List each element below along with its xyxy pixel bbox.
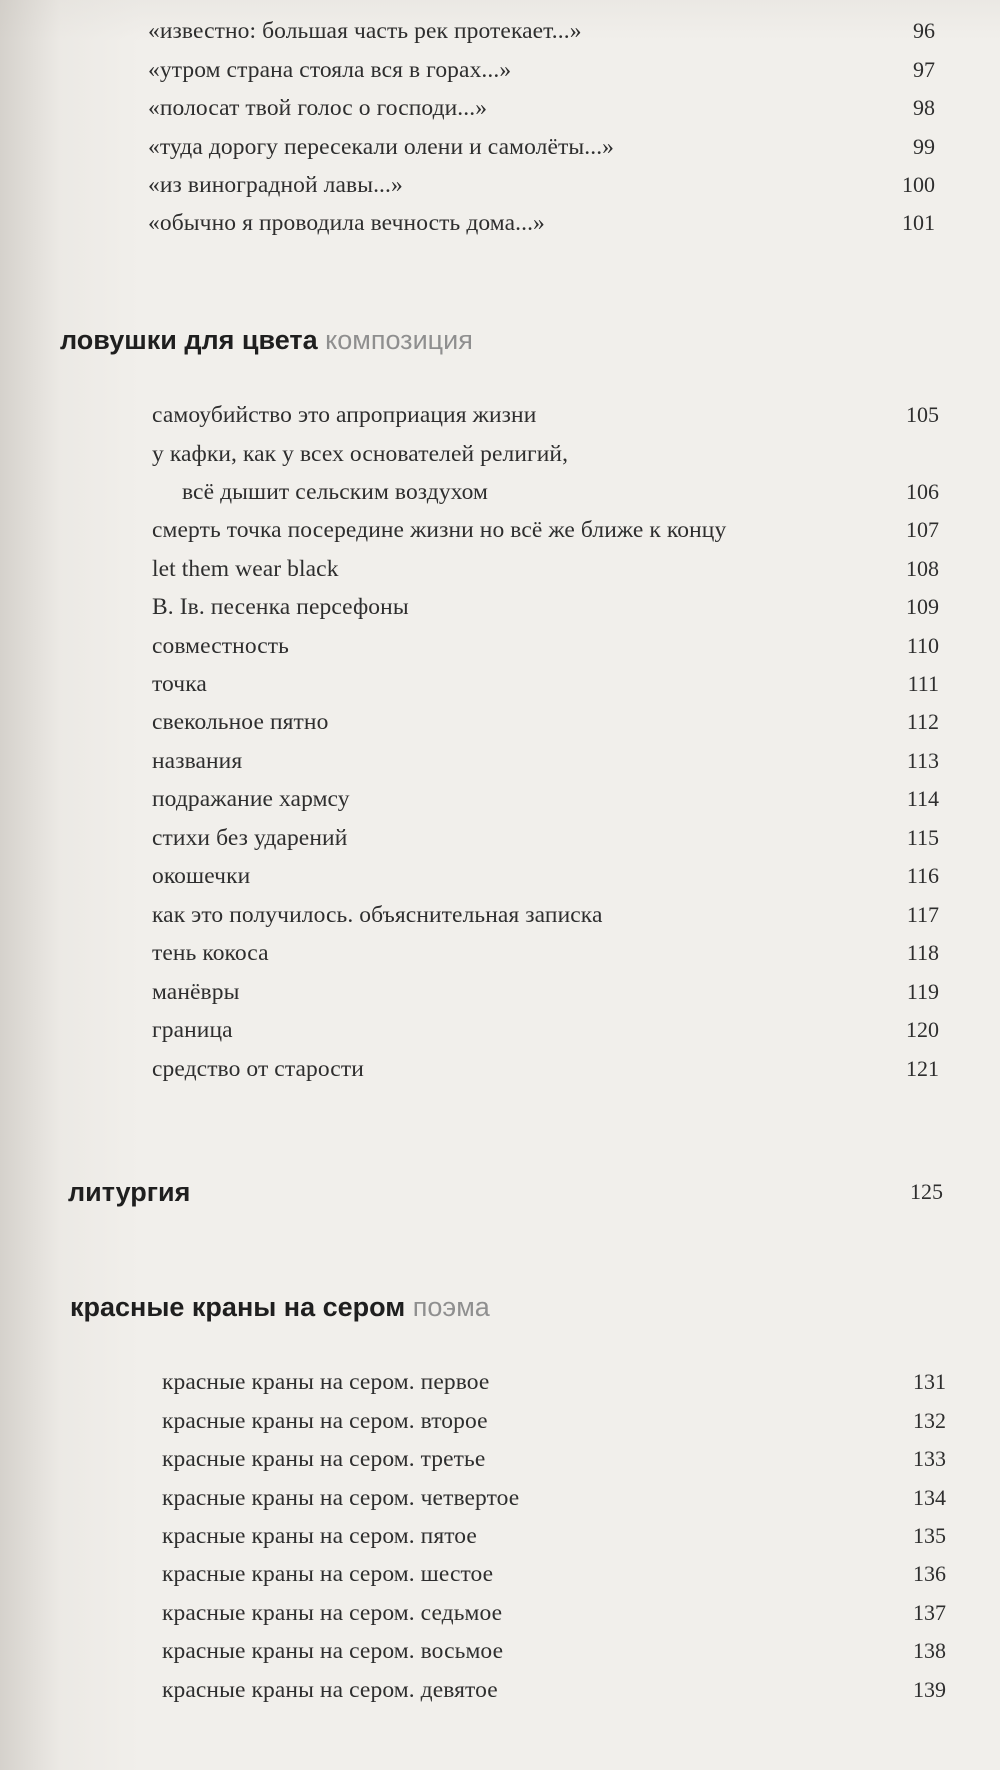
section-title: красные краны на сером <box>70 1292 406 1322</box>
toc-entry-title: красные краны на сером. третье <box>162 1446 486 1472</box>
toc-entry-title: совместность <box>152 633 289 659</box>
toc-entry-title: самоубийство это апроприация жизни <box>152 402 537 428</box>
toc-entry-title: красные краны на сером. восьмое <box>162 1638 504 1664</box>
toc-entry-title: красные краны на сером. седьмое <box>162 1600 503 1626</box>
toc-entry-page: 116 <box>906 863 939 888</box>
toc-entry-page: 97 <box>913 57 935 82</box>
section-heading-krany <box>70 1290 490 1324</box>
toc-entry-title: подражание хармсу <box>152 786 350 812</box>
toc-entry-page: 110 <box>906 633 939 658</box>
toc-entry-title: «из виноградной лавы...» <box>148 172 403 198</box>
section-subtitle: композиция <box>325 325 473 355</box>
section-title: ловушки для цвета <box>60 325 318 355</box>
toc-entry-title: красные краны на сером. второе <box>162 1408 488 1434</box>
toc-entry-page: 99 <box>913 134 935 159</box>
section-heading-liturgiya <box>68 1175 190 1209</box>
toc-entry-page: 112 <box>906 709 939 734</box>
toc-entry-page: 105 <box>906 402 939 427</box>
toc-entry-title: смерть точка посередине жизни но всё же ближе к концу <box>152 517 727 543</box>
toc-entry-title: let them wear black <box>152 556 339 582</box>
toc-entry-title: красные краны на сером. девятое <box>162 1677 498 1703</box>
toc-entry-page: 106 <box>906 479 939 504</box>
toc-entry-title: как это получилось. объяснительная записка <box>152 902 603 928</box>
toc-entry-title: «утром страна стояла вся в горах...» <box>148 57 512 83</box>
toc-entry-title: всё дышит сельским воздухом <box>182 479 488 505</box>
toc-entry-title: «обычно я проводила вечность дома...» <box>148 210 545 236</box>
section-heading-lovushki <box>60 323 473 357</box>
toc-entry-page: 136 <box>913 1561 946 1586</box>
toc-entry-page: 107 <box>906 517 939 542</box>
toc-entry-page: 101 <box>902 210 935 235</box>
toc-entry-page: 131 <box>913 1369 946 1394</box>
toc-entry-title: В. Iв. песенка персефоны <box>152 594 409 620</box>
toc-entry-page: 121 <box>906 1056 939 1081</box>
toc-entry-page: 115 <box>906 825 939 850</box>
toc-entry-page: 135 <box>913 1523 946 1548</box>
toc-entry-title: стихи без ударений <box>152 825 348 851</box>
toc-entry-page: 96 <box>913 18 935 43</box>
toc-entry-title: красные краны на сером. шестое <box>162 1561 494 1587</box>
toc-entry-page: 120 <box>906 1017 939 1042</box>
toc-entry-title: тень кокоса <box>152 940 269 966</box>
toc-entry-title: граница <box>152 1017 233 1043</box>
toc-entry-page: 139 <box>913 1677 946 1702</box>
toc-entry-page: 111 <box>907 671 939 696</box>
toc-entry-title: свекольное пятно <box>152 709 329 735</box>
toc-entry-title: средство от старости <box>152 1056 364 1082</box>
toc-entry-title: манёвры <box>152 979 240 1005</box>
toc-entry-title: точка <box>152 671 207 697</box>
toc-entry-title: «полосат твой голос о господи...» <box>148 95 488 121</box>
toc-entry-title: красные краны на сером. пятое <box>162 1523 477 1549</box>
toc-entry-title: у кафки, как у всех основателей религий, <box>152 441 569 467</box>
toc-entry-page: 137 <box>913 1600 946 1625</box>
toc-entry-page: 113 <box>906 748 939 773</box>
toc-entry-page: 118 <box>906 940 939 965</box>
toc-entry-page: 133 <box>913 1446 946 1471</box>
toc-entry-page: 119 <box>906 979 939 1004</box>
toc-entry-page: 138 <box>913 1638 946 1663</box>
toc-entry-title: красные краны на сером. первое <box>162 1369 490 1395</box>
toc-entry-page: 132 <box>913 1408 946 1433</box>
toc-entry-page: 100 <box>902 172 935 197</box>
toc-entry-page: 125 <box>910 1179 943 1204</box>
section-title: литургия <box>68 1177 191 1207</box>
toc-entry-page: 98 <box>913 95 935 120</box>
toc-entry-title: названия <box>152 748 243 774</box>
toc-entry-page: 109 <box>906 594 939 619</box>
toc-entry-page: 134 <box>913 1485 946 1510</box>
toc-entry-title: красные краны на сером. четвертое <box>162 1485 520 1511</box>
toc-entry-title: окошечки <box>152 863 251 889</box>
section-subtitle: поэма <box>412 1292 490 1322</box>
toc-entry-page: 114 <box>906 786 939 811</box>
toc-entry-title: «туда дорогу пересекали олени и самолёты...» <box>148 134 615 160</box>
toc-entry-page: 117 <box>906 902 939 927</box>
toc-entry-title: «известно: большая часть рек протекает...» <box>148 18 582 44</box>
toc-entry-page: 108 <box>906 556 939 581</box>
